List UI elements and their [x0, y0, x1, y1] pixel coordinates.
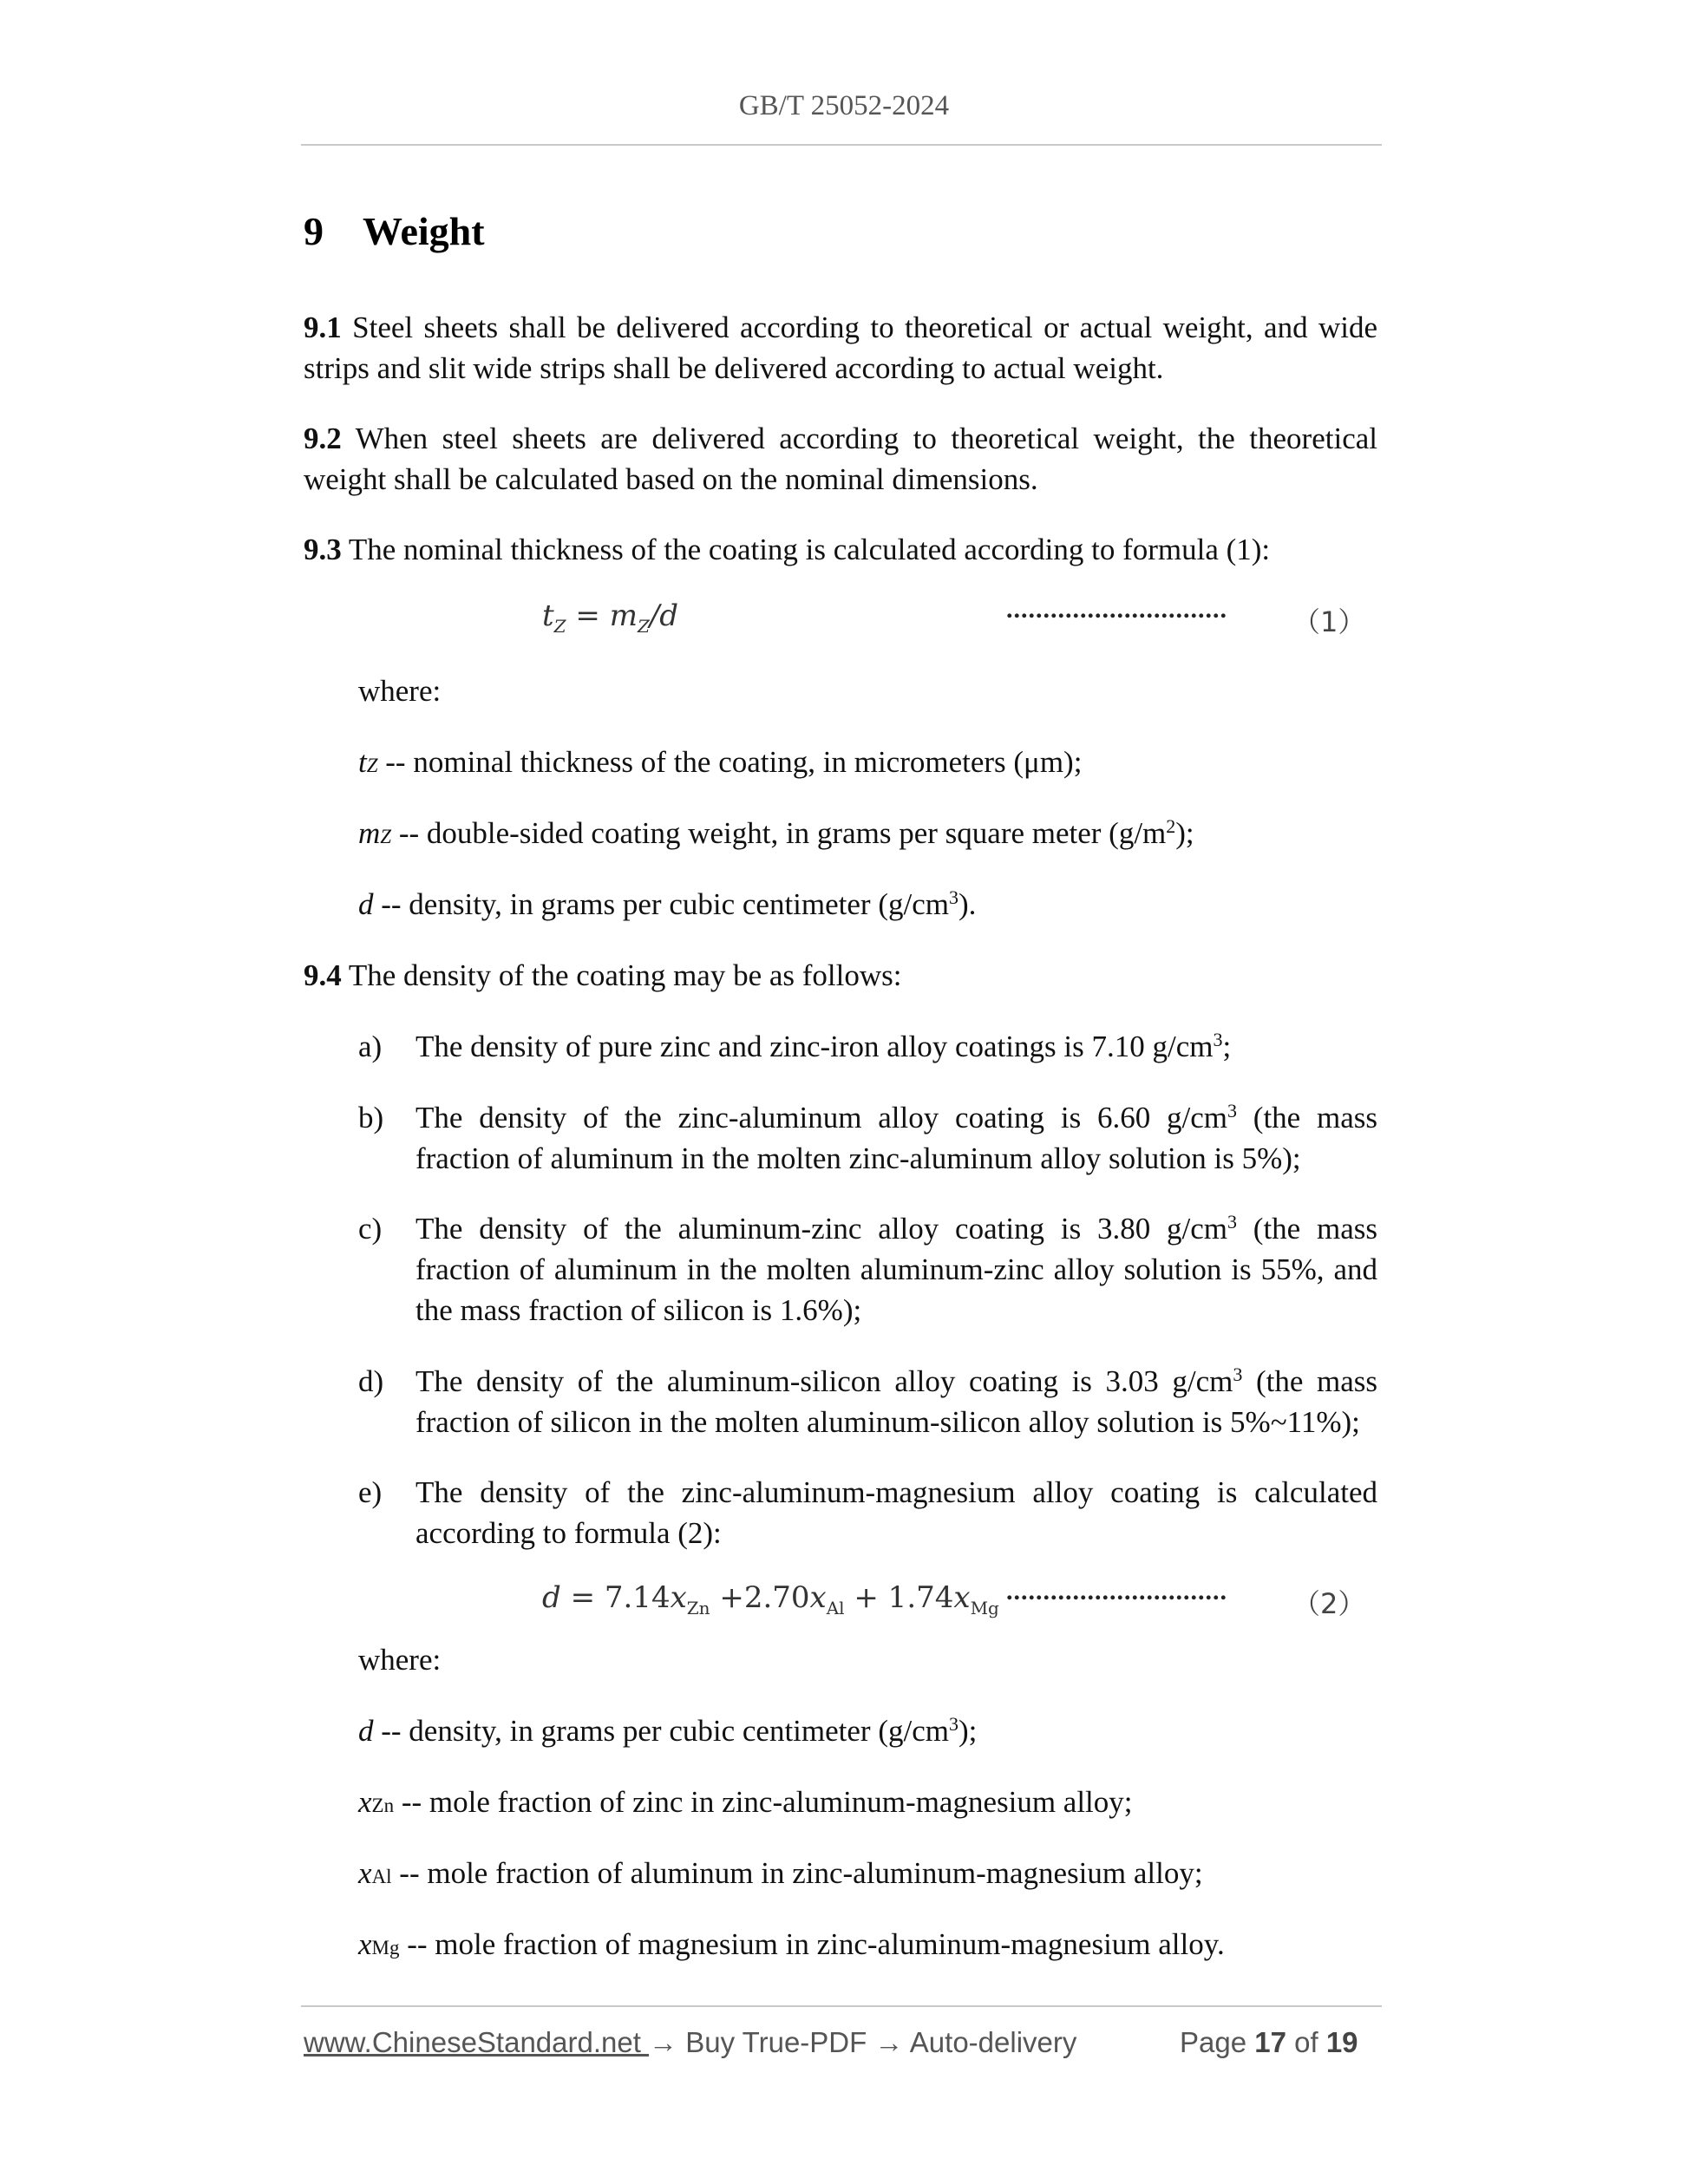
var-definition: -- mole fraction of magnesium in zinc-aluminum-magnesium alloy. [399, 1927, 1225, 1961]
page-label: Page [1180, 2026, 1255, 2058]
formula-2-d: d [542, 1580, 561, 1615]
header-rule [301, 144, 1382, 146]
where-1-item-tz [358, 742, 1082, 786]
page-indicator [1180, 2026, 1358, 2059]
where-label-1: where: [358, 674, 442, 708]
formula-1-t: t [542, 598, 554, 633]
formula-2-coef-al: +2.70 [710, 1580, 810, 1615]
arrow-right-icon: → [649, 2026, 678, 2058]
var-definition: -- mole fraction of zinc in zinc-aluminum-magnesium alloy; [394, 1785, 1133, 1819]
page-number: 17 [1254, 2026, 1286, 2058]
formula-1 [542, 598, 678, 637]
where-2-item-xzn [358, 1782, 1133, 1826]
var-subscript: Z [366, 755, 378, 776]
list-item-label: b) [358, 1101, 384, 1135]
var-symbol: m [358, 816, 381, 850]
formula-2-coef-mg: + 1.74 [844, 1580, 954, 1615]
formula-2-x: x [670, 1580, 687, 1615]
formula-2-leader-dots: .............................. [1006, 1577, 1227, 1605]
var-definition-end: ); [1175, 816, 1194, 850]
var-definition: -- nominal thickness of the coating, in micrometers (μm); [377, 745, 1083, 779]
var-definition: -- density, in grams per cubic centimeter (g/cm [373, 1714, 949, 1748]
list-text-end: (the mass fraction of aluminum in the molten aluminum-zinc alloy solution is 55%, and the mass fraction of silicon is 1.6%); [415, 1212, 1377, 1327]
superscript: 3 [948, 1713, 958, 1735]
var-definition: -- mole fraction of aluminum in zinc-aluminum-magnesium alloy; [391, 1856, 1203, 1890]
formula-1-number: （1） [1292, 605, 1366, 638]
var-definition: -- density, in grams per cubic centimeter (g/cm [373, 887, 949, 921]
auto-delivery-text: Auto-delivery [903, 2026, 1077, 2058]
formula-1-rest: /d [649, 598, 679, 633]
var-symbol: d [358, 887, 374, 921]
formula-2-sub-mg: Mg [970, 1597, 999, 1618]
var-definition-end: ). [958, 887, 977, 921]
list-text-end: (the mass fraction of silicon in the molten aluminum-silicon alloy solution is 5%~11%); [415, 1364, 1377, 1439]
clause-text: When steel sheets are delivered according to theoretical weight, the theoretical weight shall be calculated based on the nominal dimensions. [304, 422, 1377, 496]
list-text: The density of the aluminum-silicon alloy coating is 3.03 g/cm [415, 1364, 1233, 1398]
var-subscript: Z [380, 826, 392, 847]
document-id-header: GB/T 25052-2024 [738, 90, 950, 121]
clause-number: 9.4 [304, 958, 342, 992]
where-label-2: where: [358, 1643, 442, 1677]
var-subscript: Zn [371, 1795, 395, 1816]
formula-1-leader-dots: .............................. [1006, 595, 1227, 624]
clause-9-4 [304, 955, 1377, 996]
clause-9-1 [304, 307, 1377, 389]
list-text-end: ; [1222, 1030, 1232, 1063]
superscript: 3 [1227, 1211, 1237, 1233]
section-number: 9 [304, 209, 324, 253]
superscript: 3 [1213, 1029, 1223, 1050]
superscript: 3 [1227, 1100, 1237, 1121]
clause-9-2 [304, 418, 1377, 500]
footer-promo [304, 2026, 1076, 2059]
clause-number: 9.3 [304, 533, 342, 566]
where-2-item-d [358, 1710, 977, 1751]
var-symbol: x [358, 1785, 372, 1819]
clause-text: The nominal thickness of the coating is calculated according to formula (1): [341, 533, 1271, 566]
clause-number: 9.1 [304, 311, 342, 344]
list-text: The density of pure zinc and zinc-iron alloy coatings is 7.10 g/cm [415, 1030, 1214, 1063]
formula-2 [542, 1580, 999, 1618]
where-2-item-xmg [358, 1924, 1225, 1968]
where-2-item-xal [358, 1853, 1203, 1897]
list-item-label: c) [358, 1212, 383, 1246]
section-title: Weight [363, 209, 485, 253]
site-link[interactable]: www.ChineseStandard.net [304, 2026, 650, 2058]
list-item-text: The density of the zinc-aluminum-magnesium alloy coating is calculated according to formula (2): [415, 1475, 1377, 1550]
formula-1-eq: = [566, 598, 610, 633]
formula-2-sub-zn: Zn [686, 1597, 710, 1618]
clause-text: The density of the coating may be as follows: [341, 958, 902, 992]
var-definition-end: ); [958, 1714, 978, 1748]
superscript: 3 [948, 886, 958, 908]
var-subscript: Al [371, 1866, 392, 1887]
footer-rule [301, 2005, 1382, 2007]
formula-1-m-sub: Z [637, 615, 650, 637]
page-total: 19 [1325, 2026, 1358, 2058]
var-subscript: Mg [371, 1937, 400, 1958]
clause-number: 9.2 [304, 422, 342, 455]
var-definition: -- double-sided coating weight, in grams per square meter (g/m [391, 816, 1167, 850]
formula-2-coef-zn: = 7.14 [560, 1580, 671, 1615]
clause-text: Steel sheets shall be delivered according to theoretical or actual weight, and wide strips and slit wide strips shall be delivered according to actual weight. [304, 311, 1377, 385]
formula-1-t-sub: Z [553, 615, 566, 637]
formula-2-x: x [953, 1580, 971, 1615]
buy-pdf-text: Buy True-PDF [677, 2026, 875, 2058]
superscript: 2 [1166, 815, 1176, 837]
list-item-label: d) [358, 1364, 384, 1398]
clause-9-3 [304, 529, 1377, 570]
formula-2-x: x [809, 1580, 827, 1615]
formula-2-sub-al: Al [826, 1597, 845, 1618]
formula-2-number: （2） [1292, 1587, 1366, 1620]
var-symbol: x [358, 1927, 372, 1961]
page-of-label: of [1286, 2026, 1326, 2058]
superscript: 3 [1233, 1363, 1243, 1385]
var-symbol: x [358, 1856, 372, 1890]
list-item-label: a) [358, 1030, 383, 1063]
where-1-item-mz [358, 813, 1194, 857]
arrow-right-icon: → [874, 2026, 904, 2058]
list-text-end: (the mass fraction of aluminum in the molten zinc-aluminum alloy solution is 5%); [415, 1101, 1377, 1175]
list-item-text [415, 1026, 1377, 1067]
list-item-text [415, 1208, 1377, 1331]
var-symbol: t [358, 745, 367, 779]
section-heading [304, 208, 485, 254]
var-symbol: d [358, 1714, 374, 1748]
where-1-item-d [358, 884, 976, 925]
list-item-text [415, 1361, 1377, 1442]
list-text: The density of the zinc-aluminum alloy coating is 6.60 g/cm [415, 1101, 1227, 1135]
list-item-text [415, 1097, 1377, 1179]
list-item-label: e) [358, 1475, 383, 1509]
formula-1-m: m [609, 598, 638, 633]
list-text: The density of the aluminum-zinc alloy coating is 3.80 g/cm [415, 1212, 1227, 1246]
